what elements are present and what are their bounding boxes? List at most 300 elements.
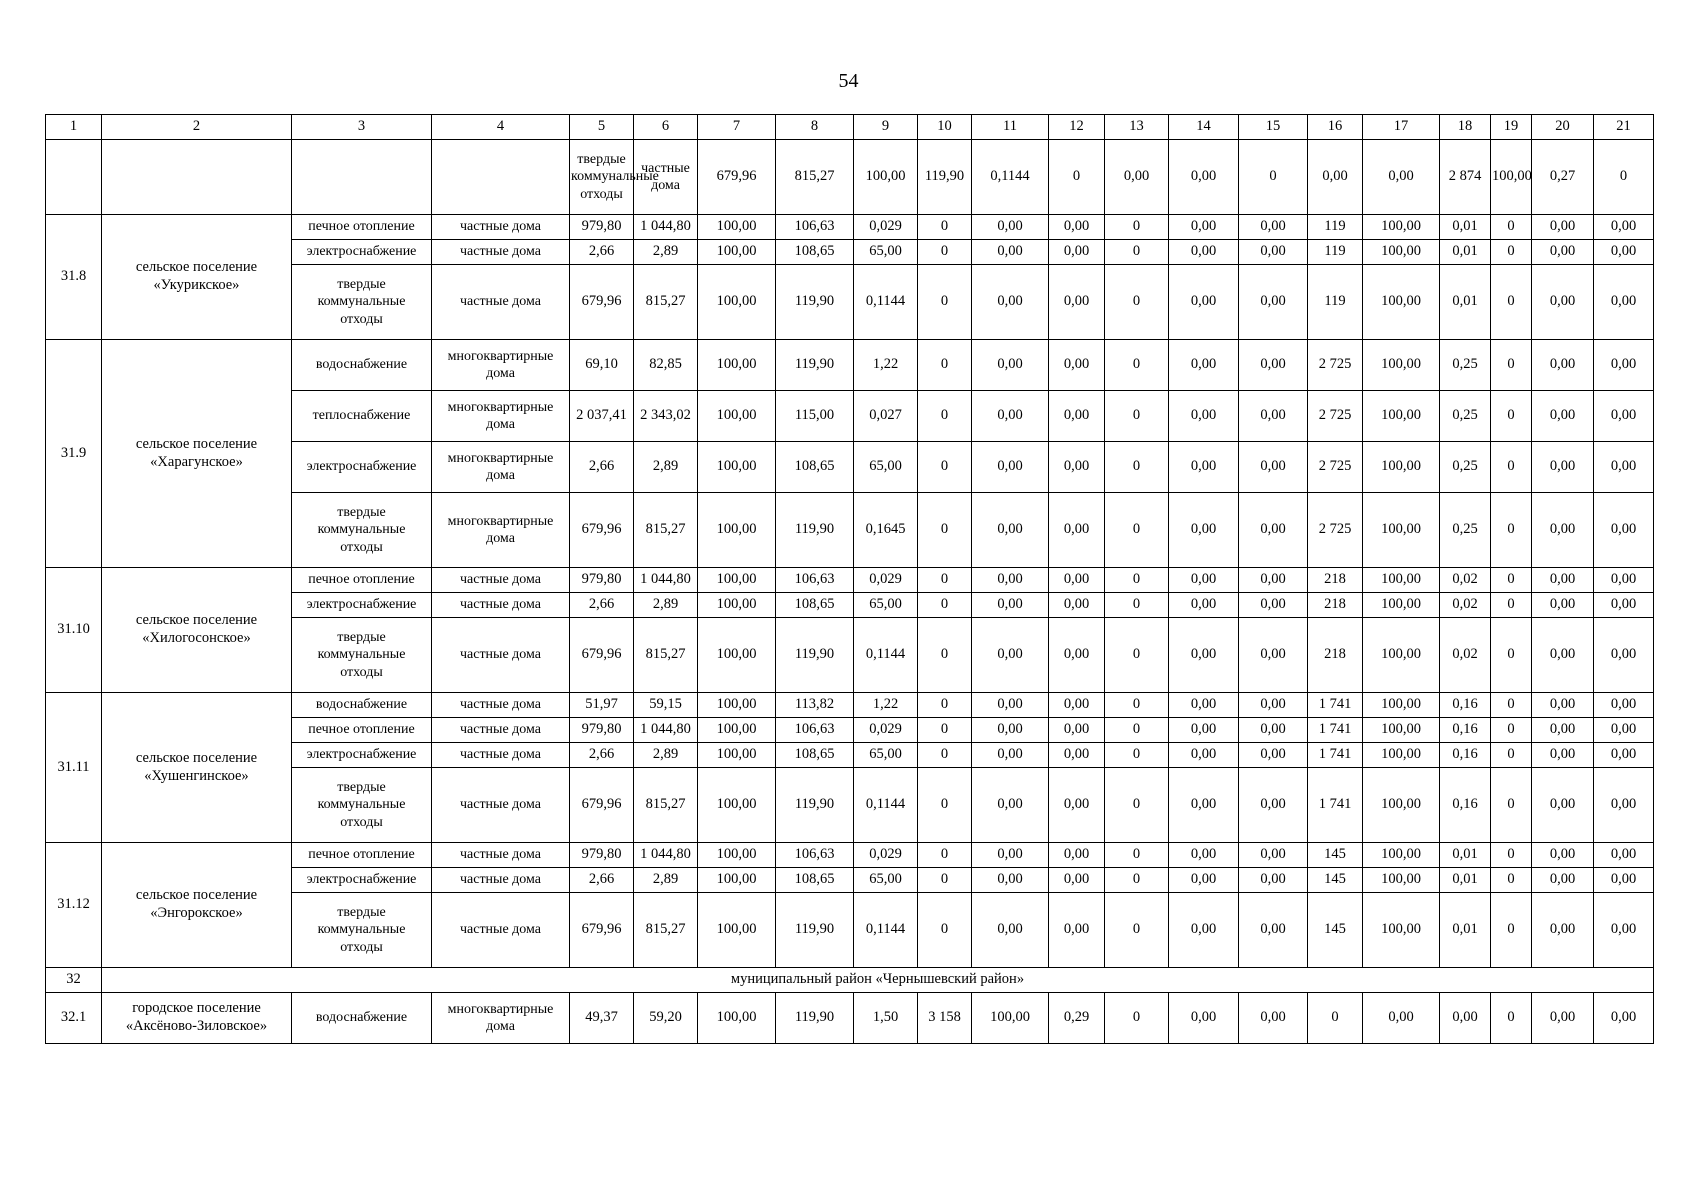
cell-col-7: 100,00 bbox=[698, 718, 776, 743]
column-number-4: 4 bbox=[432, 115, 570, 140]
cell-col-3: водоснабжение bbox=[292, 693, 432, 718]
cell-col-8: 108,65 bbox=[776, 593, 854, 618]
cell-col-11: 0,00 bbox=[972, 893, 1049, 968]
table-row bbox=[46, 693, 1654, 718]
cell-col-3: печное отопление bbox=[292, 843, 432, 868]
cell-col-11: 0,00 bbox=[972, 391, 1049, 442]
cell-col-7: 100,00 bbox=[698, 240, 776, 265]
cell-col-7: 100,00 bbox=[698, 593, 776, 618]
cell-col-16: 2 874 bbox=[1440, 140, 1491, 215]
cell-col-6: 815,27 bbox=[634, 893, 698, 968]
cell-col-13: 0 bbox=[1105, 718, 1169, 743]
cell-col-19: 0 bbox=[1491, 693, 1532, 718]
cell-col-14: 0,00 bbox=[1169, 743, 1239, 768]
cell-col-20: 0,00 bbox=[1532, 265, 1594, 340]
cell-col-13: 0 bbox=[1105, 993, 1169, 1044]
cell-col-15: 0,00 bbox=[1239, 340, 1308, 391]
cell-col-3: печное отопление bbox=[292, 568, 432, 593]
cell-col-3: печное отопление bbox=[292, 215, 432, 240]
cell-col-4: частные дома bbox=[432, 618, 570, 693]
cell-col-15: 0,00 bbox=[1239, 768, 1308, 843]
cell-col-15: 0,00 bbox=[1239, 493, 1308, 568]
cell-col-11: 0,00 bbox=[972, 693, 1049, 718]
cell-col-12: 0,00 bbox=[1049, 215, 1105, 240]
cell-col-8: 106,63 bbox=[776, 843, 854, 868]
cell-col-17: 100,00 bbox=[1363, 493, 1440, 568]
cell-col-18: 0,01 bbox=[1440, 240, 1491, 265]
cell-col-6: 2,89 bbox=[634, 743, 698, 768]
cell-col-11: 0,00 bbox=[972, 843, 1049, 868]
cell-col-6: 2,89 bbox=[634, 240, 698, 265]
column-number-3: 3 bbox=[292, 115, 432, 140]
row-number: 32.1 bbox=[46, 993, 102, 1044]
cell-col-17: 100,00 bbox=[1363, 240, 1440, 265]
cell-col-9: 0,027 bbox=[854, 391, 918, 442]
cell-col-5: 679,96 bbox=[570, 493, 634, 568]
cell-col-15: 0,00 bbox=[1239, 265, 1308, 340]
cell-col-5: 679,96 bbox=[698, 140, 776, 215]
column-number-11: 11 bbox=[972, 115, 1049, 140]
cell-col-12: 0,00 bbox=[1049, 743, 1105, 768]
cell-col-18: 0,00 bbox=[1440, 993, 1491, 1044]
cell-col-5: 679,96 bbox=[570, 893, 634, 968]
cell-col-6: 2,89 bbox=[634, 593, 698, 618]
cell-col-5: 2,66 bbox=[570, 868, 634, 893]
cell-col-11: 100,00 bbox=[972, 993, 1049, 1044]
cell-col-12: 0,00 bbox=[1049, 868, 1105, 893]
cell-col-11: 0,00 bbox=[972, 568, 1049, 593]
cell-col-3: водоснабжение bbox=[292, 993, 432, 1044]
cell-col-15: 0,00 bbox=[1239, 893, 1308, 968]
cell-col-11: 0,00 bbox=[1105, 140, 1169, 215]
cell-col-7: 100,00 bbox=[698, 215, 776, 240]
cell-col-12: 0,00 bbox=[1049, 568, 1105, 593]
cell-col-19: 0 bbox=[1491, 768, 1532, 843]
settlement-name: сельское поселение «Хушенгинское» bbox=[102, 693, 292, 843]
cell-col-13: 0 bbox=[1105, 618, 1169, 693]
cell-col-15: 0,00 bbox=[1239, 718, 1308, 743]
cell-col-8: 108,65 bbox=[776, 240, 854, 265]
cell-col-20: 0,00 bbox=[1532, 718, 1594, 743]
cell-col-14: 0,00 bbox=[1169, 868, 1239, 893]
cell-col-5: 51,97 bbox=[570, 693, 634, 718]
column-number-12: 12 bbox=[1049, 115, 1105, 140]
cell-col-19: 0 bbox=[1491, 215, 1532, 240]
cell-col-3: водоснабжение bbox=[292, 340, 432, 391]
cell-col-17: 100,00 bbox=[1363, 215, 1440, 240]
cell-col-21: 0,00 bbox=[1594, 568, 1654, 593]
cell-col-14: 0,00 bbox=[1169, 618, 1239, 693]
column-number-17: 17 bbox=[1363, 115, 1440, 140]
cell-col-15: 0,00 bbox=[1239, 391, 1308, 442]
cell-col-17: 0,00 bbox=[1363, 993, 1440, 1044]
cell-col-17: 100,00 bbox=[1363, 693, 1440, 718]
cell-col-18: 0,25 bbox=[1440, 391, 1491, 442]
cell-col-3: теплоснабжение bbox=[292, 391, 432, 442]
cell-col-14: 0,00 bbox=[1169, 693, 1239, 718]
cell-col-18: 0,16 bbox=[1440, 743, 1491, 768]
cell-col-20: 0,00 bbox=[1532, 593, 1594, 618]
cell-col-12: 0,00 bbox=[1049, 843, 1105, 868]
cell-col-14: 0,00 bbox=[1169, 593, 1239, 618]
cell-col-12: 0,00 bbox=[1049, 340, 1105, 391]
cell-col-5: 2,66 bbox=[570, 593, 634, 618]
cell-col-8: 119,90 bbox=[918, 140, 972, 215]
cell-col-14: 0,00 bbox=[1169, 718, 1239, 743]
cell-col-21: 0,00 bbox=[1594, 340, 1654, 391]
cell-col-18: 0,27 bbox=[1532, 140, 1594, 215]
settlement-name bbox=[432, 140, 570, 215]
cell-col-21: 0,00 bbox=[1594, 868, 1654, 893]
cell-col-19: 0 bbox=[1491, 593, 1532, 618]
cell-col-15: 0,00 bbox=[1239, 743, 1308, 768]
cell-col-6: 2 343,02 bbox=[634, 391, 698, 442]
cell-col-5: 679,96 bbox=[570, 768, 634, 843]
cell-col-20: 0,00 bbox=[1532, 868, 1594, 893]
cell-col-14: 0,00 bbox=[1169, 215, 1239, 240]
column-number-1: 1 bbox=[46, 115, 102, 140]
cell-col-18: 0,16 bbox=[1440, 768, 1491, 843]
cell-col-18: 0,16 bbox=[1440, 693, 1491, 718]
cell-col-4: частные дома bbox=[634, 140, 698, 215]
cell-col-13: 0 bbox=[1105, 593, 1169, 618]
cell-col-9: 65,00 bbox=[854, 240, 918, 265]
cell-col-14: 0,00 bbox=[1169, 340, 1239, 391]
cell-col-8: 119,90 bbox=[776, 768, 854, 843]
cell-col-14: 0,00 bbox=[1169, 768, 1239, 843]
cell-col-21: 0,00 bbox=[1594, 768, 1654, 843]
cell-col-11: 0,00 bbox=[972, 442, 1049, 493]
cell-col-10: 0 bbox=[1049, 140, 1105, 215]
cell-col-16: 2 725 bbox=[1308, 442, 1363, 493]
cell-col-15: 0,00 bbox=[1239, 993, 1308, 1044]
cell-col-13: 0 bbox=[1105, 693, 1169, 718]
cell-col-16: 119 bbox=[1308, 215, 1363, 240]
cell-col-14: 0,00 bbox=[1169, 442, 1239, 493]
cell-col-18: 0,01 bbox=[1440, 868, 1491, 893]
cell-col-7: 100,00 bbox=[698, 843, 776, 868]
cell-col-20: 0,00 bbox=[1532, 993, 1594, 1044]
column-number-19: 19 bbox=[1491, 115, 1532, 140]
cell-col-4: частные дома bbox=[432, 265, 570, 340]
cell-col-8: 108,65 bbox=[776, 868, 854, 893]
cell-col-14: 0,00 bbox=[1169, 493, 1239, 568]
cell-col-19: 0 bbox=[1491, 240, 1532, 265]
cell-col-15: 0,00 bbox=[1239, 693, 1308, 718]
cell-col-5: 49,37 bbox=[570, 993, 634, 1044]
cell-col-9: 65,00 bbox=[854, 593, 918, 618]
cell-col-3: твердые коммунальные отходы bbox=[570, 140, 634, 215]
cell-col-5: 69,10 bbox=[570, 340, 634, 391]
cell-col-18: 0,25 bbox=[1440, 493, 1491, 568]
column-number-15: 15 bbox=[1239, 115, 1308, 140]
cell-col-12: 0,00 bbox=[1049, 265, 1105, 340]
cell-col-18: 0,01 bbox=[1440, 215, 1491, 240]
cell-col-6: 815,27 bbox=[634, 493, 698, 568]
cell-col-16: 0 bbox=[1308, 993, 1363, 1044]
row-number: 31.11 bbox=[46, 693, 102, 843]
cell-col-20: 0,00 bbox=[1532, 340, 1594, 391]
cell-col-16: 145 bbox=[1308, 893, 1363, 968]
cell-col-5: 679,96 bbox=[570, 618, 634, 693]
settlement-name bbox=[102, 140, 292, 215]
cell-col-13: 0 bbox=[1239, 140, 1308, 215]
cell-col-10: 0 bbox=[918, 340, 972, 391]
cell-col-8: 119,90 bbox=[776, 618, 854, 693]
cell-col-20: 0,00 bbox=[1532, 743, 1594, 768]
cell-col-10: 0 bbox=[918, 391, 972, 442]
cell-col-3: твердые коммунальные отходы bbox=[292, 265, 432, 340]
cell-col-12: 0,00 bbox=[1049, 240, 1105, 265]
cell-col-21: 0,00 bbox=[1594, 618, 1654, 693]
cell-col-16: 145 bbox=[1308, 843, 1363, 868]
cell-col-11: 0,00 bbox=[972, 618, 1049, 693]
cell-col-21: 0,00 bbox=[1594, 693, 1654, 718]
cell-col-9: 0,1144 bbox=[854, 265, 918, 340]
cell-col-15: 0,00 bbox=[1239, 568, 1308, 593]
tariff-table bbox=[45, 114, 1654, 1044]
cell-col-15: 0,00 bbox=[1239, 593, 1308, 618]
cell-col-8: 119,90 bbox=[776, 265, 854, 340]
cell-col-3: электроснабжение bbox=[292, 240, 432, 265]
cell-col-21: 0,00 bbox=[1594, 240, 1654, 265]
cell-col-18: 0,25 bbox=[1440, 442, 1491, 493]
cell-col-9: 0,029 bbox=[854, 215, 918, 240]
cell-col-9: 1,22 bbox=[854, 340, 918, 391]
cell-col-9: 0,1144 bbox=[854, 893, 918, 968]
row-number: 31.8 bbox=[46, 215, 102, 340]
cell-col-18: 0,01 bbox=[1440, 265, 1491, 340]
cell-col-7: 100,00 bbox=[698, 993, 776, 1044]
cell-col-10: 0 bbox=[918, 493, 972, 568]
cell-col-9: 0,1645 bbox=[854, 493, 918, 568]
section-row bbox=[46, 968, 1654, 993]
cell-col-18: 0,25 bbox=[1440, 340, 1491, 391]
cell-col-4: частные дома bbox=[432, 868, 570, 893]
cell-col-7: 100,00 bbox=[698, 340, 776, 391]
cell-col-15: 0,00 bbox=[1239, 618, 1308, 693]
cell-col-5: 2,66 bbox=[570, 442, 634, 493]
cell-col-8: 119,90 bbox=[776, 993, 854, 1044]
cell-col-8: 108,65 bbox=[776, 743, 854, 768]
column-number-16: 16 bbox=[1308, 115, 1363, 140]
cell-col-12: 0,29 bbox=[1049, 993, 1105, 1044]
cell-col-6: 815,27 bbox=[634, 768, 698, 843]
cell-col-7: 100,00 bbox=[698, 493, 776, 568]
cell-col-9: 65,00 bbox=[854, 868, 918, 893]
cell-col-7: 100,00 bbox=[698, 391, 776, 442]
cell-col-18: 0,02 bbox=[1440, 593, 1491, 618]
cell-col-7: 100,00 bbox=[698, 868, 776, 893]
cell-col-21: 0,00 bbox=[1594, 442, 1654, 493]
cell-col-19: 0 bbox=[1491, 993, 1532, 1044]
cell-col-9: 65,00 bbox=[854, 442, 918, 493]
cell-col-13: 0 bbox=[1105, 768, 1169, 843]
cell-col-12: 0,00 bbox=[1049, 493, 1105, 568]
cell-col-10: 0 bbox=[918, 693, 972, 718]
cell-col-5: 979,80 bbox=[570, 843, 634, 868]
cell-col-14: 0,00 bbox=[1169, 391, 1239, 442]
cell-col-11: 0,00 bbox=[972, 265, 1049, 340]
cell-col-13: 0 bbox=[1105, 391, 1169, 442]
cell-col-17: 100,00 bbox=[1363, 868, 1440, 893]
cell-col-20: 0,00 bbox=[1532, 442, 1594, 493]
cell-col-6: 815,27 bbox=[776, 140, 854, 215]
cell-col-12: 0,00 bbox=[1049, 893, 1105, 968]
cell-col-3: твердые коммунальные отходы bbox=[292, 893, 432, 968]
cell-col-4: многоквартирные дома bbox=[432, 391, 570, 442]
cell-col-21: 0,00 bbox=[1594, 843, 1654, 868]
row-number: 31.10 bbox=[46, 568, 102, 693]
cell-col-20: 0,00 bbox=[1532, 843, 1594, 868]
cell-col-7: 100,00 bbox=[698, 568, 776, 593]
cell-col-5: 2,66 bbox=[570, 743, 634, 768]
cell-col-6: 59,15 bbox=[634, 693, 698, 718]
table-row bbox=[46, 340, 1654, 391]
cell-col-9: 0,1144 bbox=[972, 140, 1049, 215]
cell-col-9: 1,50 bbox=[854, 993, 918, 1044]
cell-col-21: 0,00 bbox=[1594, 718, 1654, 743]
cell-col-5: 979,80 bbox=[570, 215, 634, 240]
cell-col-15: 0,00 bbox=[1239, 442, 1308, 493]
cell-col-19: 0 bbox=[1491, 743, 1532, 768]
cell-col-18: 0,16 bbox=[1440, 718, 1491, 743]
cell-col-17: 100,00 bbox=[1363, 768, 1440, 843]
cell-col-6: 815,27 bbox=[634, 618, 698, 693]
cell-col-19: 0 bbox=[1491, 843, 1532, 868]
cell-col-6: 59,20 bbox=[634, 993, 698, 1044]
cell-col-6: 2,89 bbox=[634, 442, 698, 493]
cell-col-15: 0,00 bbox=[1239, 868, 1308, 893]
cell-col-6: 2,89 bbox=[634, 868, 698, 893]
cell-col-17: 100,00 bbox=[1363, 718, 1440, 743]
cell-col-21: 0,00 bbox=[1594, 993, 1654, 1044]
cell-col-9: 0,1144 bbox=[854, 618, 918, 693]
cell-col-7: 100,00 bbox=[854, 140, 918, 215]
column-number-8: 8 bbox=[776, 115, 854, 140]
column-number-13: 13 bbox=[1105, 115, 1169, 140]
cell-col-9: 0,1144 bbox=[854, 768, 918, 843]
cell-col-13: 0 bbox=[1105, 843, 1169, 868]
cell-col-12: 0,00 bbox=[1049, 693, 1105, 718]
cell-col-18: 0,02 bbox=[1440, 618, 1491, 693]
cell-col-4: частные дома bbox=[432, 718, 570, 743]
table-row bbox=[46, 993, 1654, 1044]
cell-col-11: 0,00 bbox=[972, 215, 1049, 240]
table-row bbox=[46, 843, 1654, 868]
table-header-row bbox=[46, 115, 1654, 140]
cell-col-12: 0,00 bbox=[1049, 391, 1105, 442]
cell-col-16: 1 741 bbox=[1308, 718, 1363, 743]
cell-col-20: 0,00 bbox=[1532, 618, 1594, 693]
column-number-7: 7 bbox=[698, 115, 776, 140]
cell-col-21: 0,00 bbox=[1594, 493, 1654, 568]
cell-col-17: 100,00 bbox=[1363, 743, 1440, 768]
cell-col-12: 0,00 bbox=[1049, 442, 1105, 493]
cell-col-20: 0,00 bbox=[1532, 893, 1594, 968]
cell-col-7: 100,00 bbox=[698, 743, 776, 768]
cell-col-12: 0,00 bbox=[1169, 140, 1239, 215]
cell-col-3: твердые коммунальные отходы bbox=[292, 768, 432, 843]
cell-col-5: 2 037,41 bbox=[570, 391, 634, 442]
cell-col-13: 0 bbox=[1105, 493, 1169, 568]
row-number: 31.12 bbox=[46, 843, 102, 968]
cell-col-7: 100,00 bbox=[698, 265, 776, 340]
cell-col-17: 100,00 bbox=[1491, 140, 1532, 215]
cell-col-17: 100,00 bbox=[1363, 618, 1440, 693]
cell-col-11: 0,00 bbox=[972, 493, 1049, 568]
page-number: 54 bbox=[838, 70, 859, 92]
cell-col-17: 100,00 bbox=[1363, 340, 1440, 391]
cell-col-21: 0,00 bbox=[1594, 893, 1654, 968]
cell-col-19: 0 bbox=[1491, 718, 1532, 743]
column-number-20: 20 bbox=[1532, 115, 1594, 140]
cell-col-10: 0 bbox=[918, 718, 972, 743]
row-number bbox=[292, 140, 432, 215]
cell-col-14: 0,00 bbox=[1169, 843, 1239, 868]
cell-col-8: 119,90 bbox=[776, 493, 854, 568]
cell-col-16: 218 bbox=[1308, 593, 1363, 618]
cell-col-17: 100,00 bbox=[1363, 442, 1440, 493]
cell-col-9: 0,029 bbox=[854, 568, 918, 593]
cell-col-3: печное отопление bbox=[292, 718, 432, 743]
cell-col-19: 0 bbox=[1491, 568, 1532, 593]
cell-col-20: 0,00 bbox=[1532, 215, 1594, 240]
cell-col-17: 100,00 bbox=[1363, 568, 1440, 593]
cell-col-20: 0,00 bbox=[1532, 391, 1594, 442]
table-row bbox=[46, 215, 1654, 240]
cell-col-11: 0,00 bbox=[972, 340, 1049, 391]
cell-col-10: 0 bbox=[918, 893, 972, 968]
cell-col-3: твердые коммунальные отходы bbox=[292, 618, 432, 693]
cell-col-5: 979,80 bbox=[570, 718, 634, 743]
cell-col-19: 0 bbox=[1491, 493, 1532, 568]
cell-col-19: 0 bbox=[1491, 868, 1532, 893]
cell-col-4: частные дома bbox=[432, 593, 570, 618]
settlement-name: сельское поселение «Харагунское» bbox=[102, 340, 292, 568]
cell-col-6: 815,27 bbox=[634, 265, 698, 340]
cell-col-10: 0 bbox=[918, 215, 972, 240]
cell-col-20: 0,00 bbox=[1532, 768, 1594, 843]
cell-col-4: многоквартирные дома bbox=[432, 442, 570, 493]
cell-col-11: 0,00 bbox=[972, 718, 1049, 743]
section-number: 32 bbox=[46, 968, 102, 993]
cell-col-16: 119 bbox=[1308, 265, 1363, 340]
cell-col-19: 0 bbox=[1491, 265, 1532, 340]
cell-col-5: 679,96 bbox=[570, 265, 634, 340]
cell-col-12: 0,00 bbox=[1049, 593, 1105, 618]
cell-col-10: 0 bbox=[918, 568, 972, 593]
settlement-name: сельское поселение «Хилогосонское» bbox=[102, 568, 292, 693]
cell-col-15: 0,00 bbox=[1239, 215, 1308, 240]
cell-col-13: 0 bbox=[1105, 340, 1169, 391]
cell-col-16: 1 741 bbox=[1308, 693, 1363, 718]
cell-col-12: 0,00 bbox=[1049, 618, 1105, 693]
cell-col-17: 100,00 bbox=[1363, 265, 1440, 340]
cell-col-8: 106,63 bbox=[776, 718, 854, 743]
cell-col-18: 0,01 bbox=[1440, 893, 1491, 968]
cell-col-10: 0 bbox=[918, 240, 972, 265]
cell-col-13: 0 bbox=[1105, 893, 1169, 968]
cell-col-14: 0,00 bbox=[1308, 140, 1363, 215]
cell-col-19: 0 bbox=[1491, 391, 1532, 442]
row-number bbox=[46, 140, 102, 215]
cell-col-13: 0 bbox=[1105, 240, 1169, 265]
cell-col-4: частные дома bbox=[432, 743, 570, 768]
column-number-5: 5 bbox=[570, 115, 634, 140]
cell-col-18: 0,02 bbox=[1440, 568, 1491, 593]
cell-col-20: 0,00 bbox=[1532, 240, 1594, 265]
